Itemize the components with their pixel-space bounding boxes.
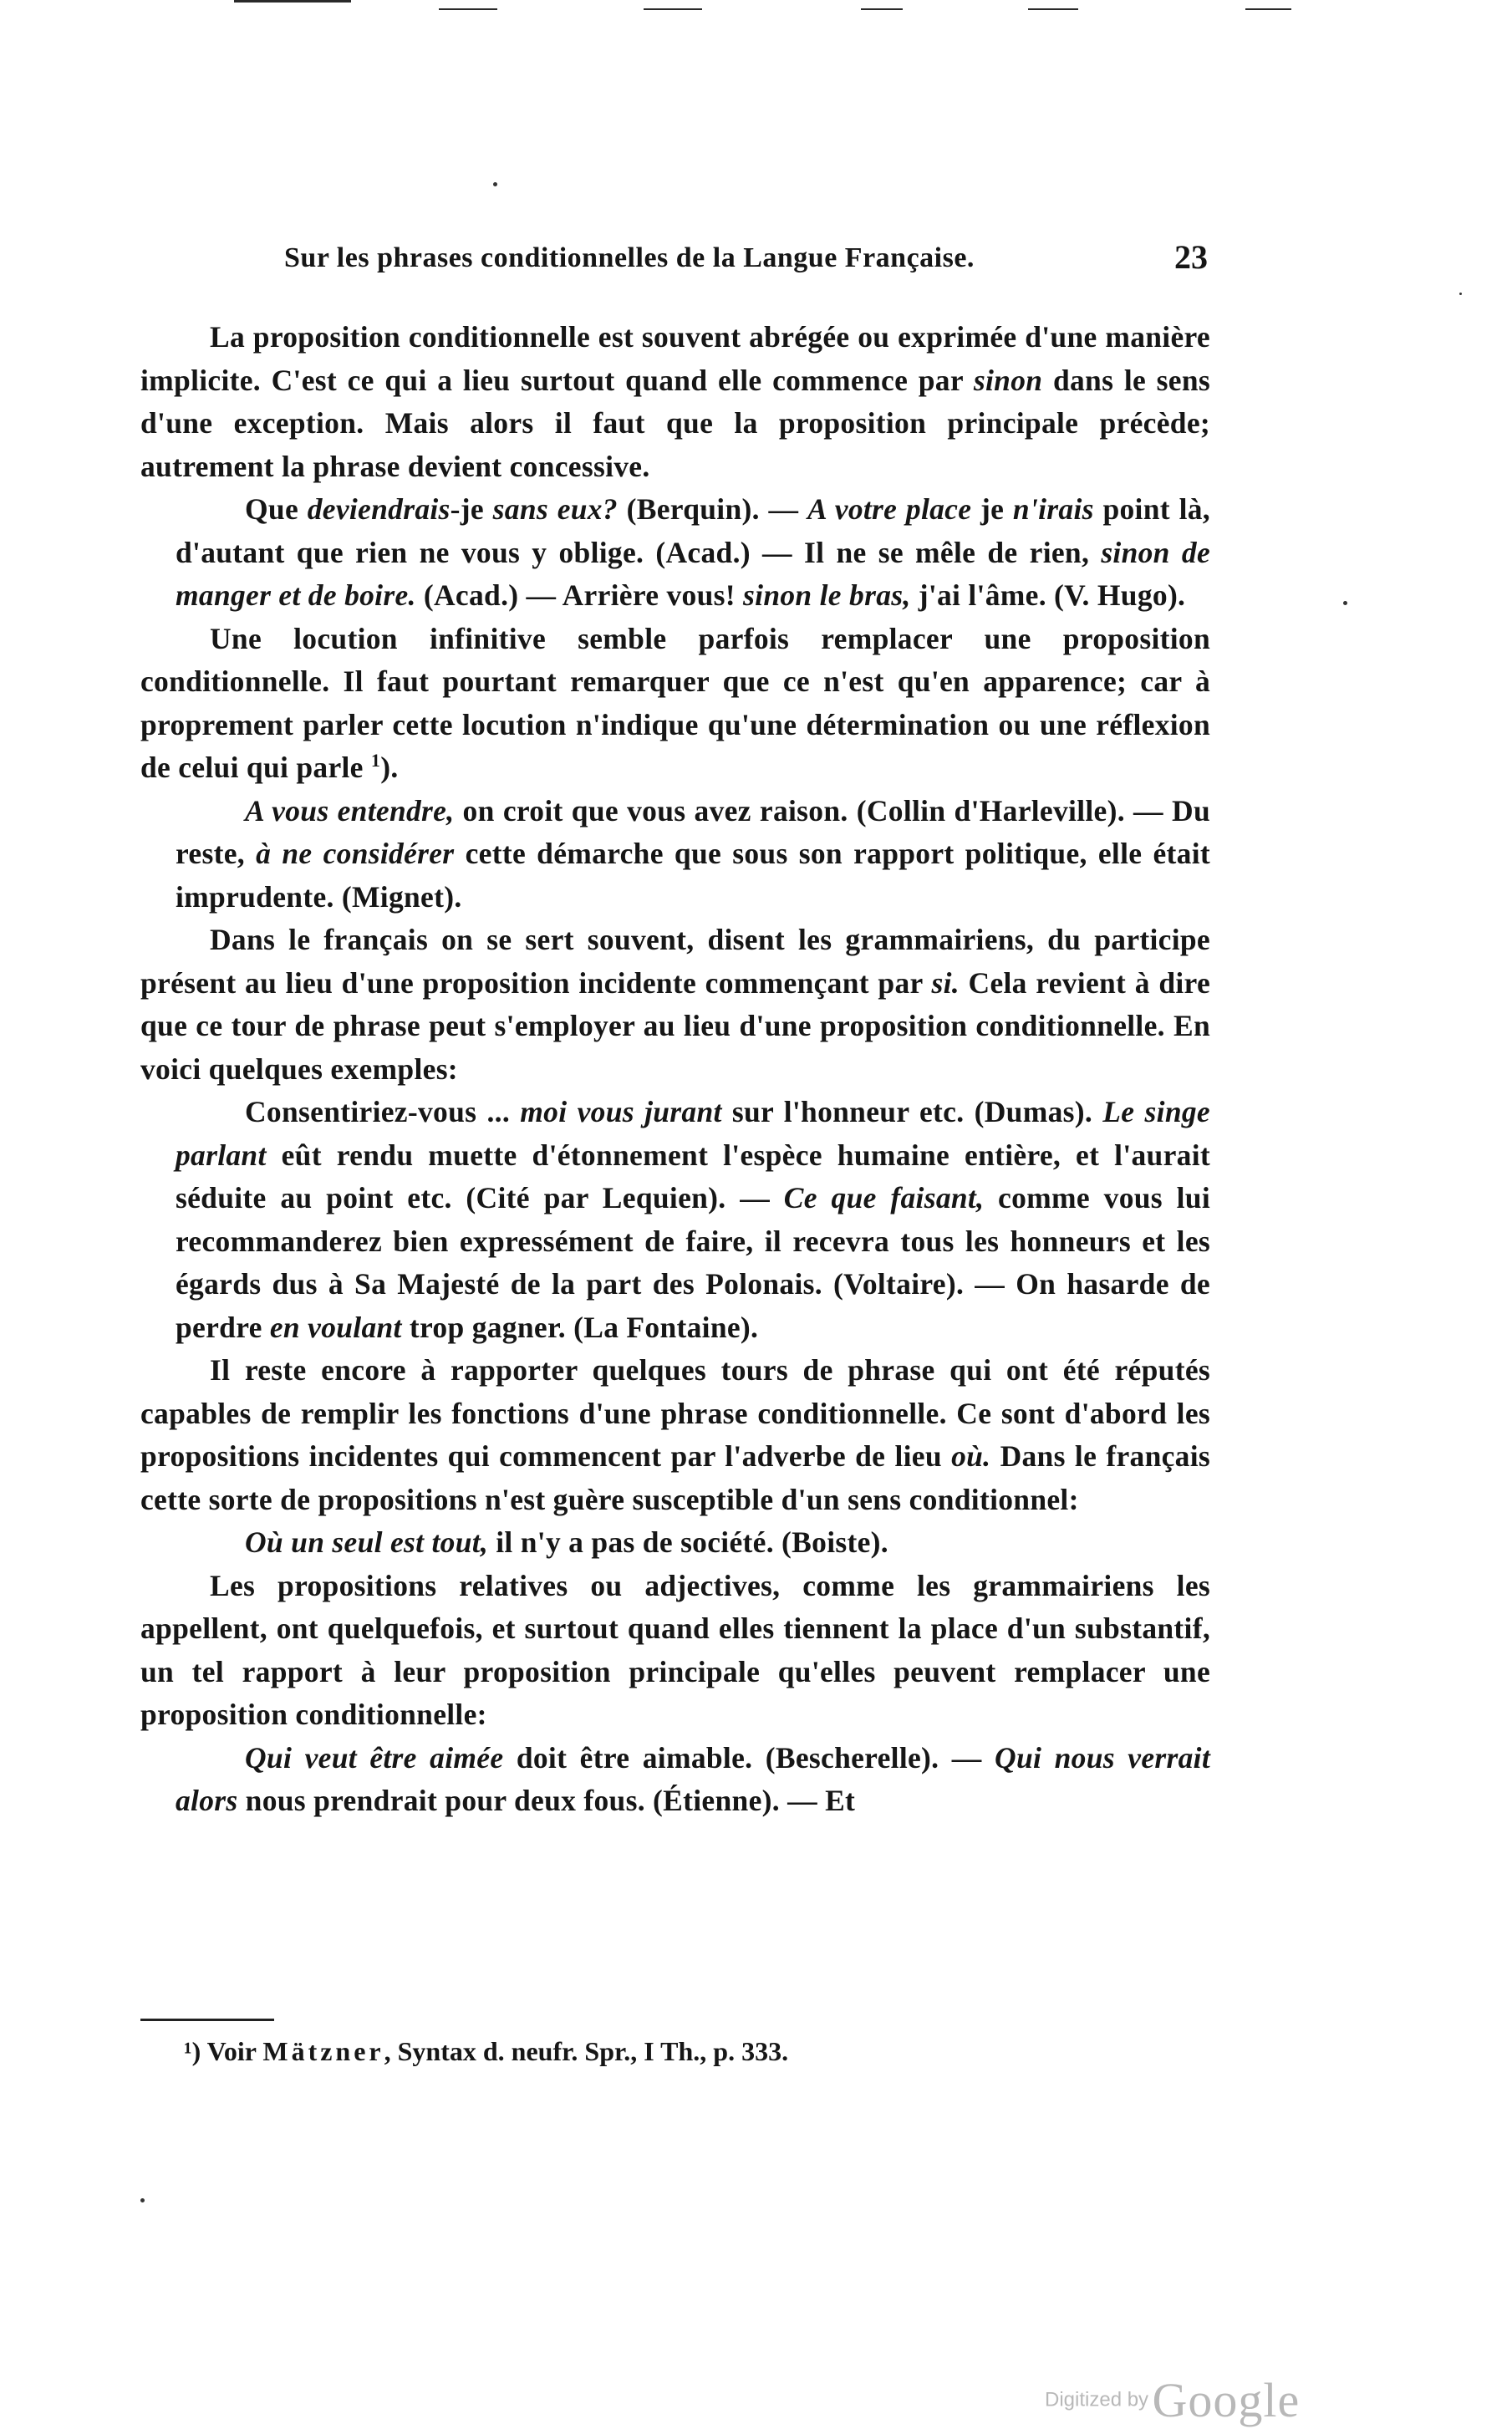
italic-text: sinon le bras, xyxy=(743,578,911,612)
text-span: Dans le français cette sorte de propositions n'est guère susceptible d'un sens conditionnel: xyxy=(140,1439,1210,1516)
text-span: on croit que vous avez raison. (Collin d'Harleville). — Du reste, xyxy=(176,793,1210,870)
running-header xyxy=(284,237,1208,288)
text-span: -je xyxy=(450,492,493,526)
text-span: Dans le français on se sert souvent, disent les grammairiens, du participe présent au lieu d'une proposition incidente commençant par xyxy=(140,923,1210,1000)
scan-edge-rule xyxy=(439,8,497,10)
footnote-author: Mätzner xyxy=(262,2036,384,2066)
footnote-divider xyxy=(140,2019,274,2021)
footnote xyxy=(184,2031,1187,2071)
scan-edge-rule xyxy=(861,8,903,10)
scan-edge-rule xyxy=(234,0,351,3)
footnote-reference: , Syntax d. neufr. Spr., I Th., p. 333. xyxy=(384,2036,789,2066)
body-text xyxy=(140,316,1210,1823)
italic-text: en voulant xyxy=(269,1310,402,1344)
italic-text: A vous entendre, xyxy=(245,793,455,827)
text-span: Une locution infinitive semble parfois remplacer une proposition conditionnelle. Il faut pourtant remarquer que ce n'est qu'en apparence; car à proprement parler cette locution n'indique qu'une détermination ou une réflexion de celui qui parle xyxy=(140,621,1210,784)
paragraph xyxy=(140,1349,1210,1521)
italic-text: Qui veut être aimée xyxy=(245,1740,504,1775)
footnote-ref: 1 xyxy=(370,750,381,771)
scan-edge-rule xyxy=(1028,8,1078,10)
watermark-prefix: Digitized by xyxy=(1045,2388,1149,2411)
scan-edge-rule xyxy=(644,8,702,10)
italic-text: Où un seul est tout, xyxy=(245,1525,489,1559)
text-span: comme vous lui recommanderez bien expressément de faire, il recevra tous les honneurs et les égards dus à Sa Majesté de la part des Polonais. (Voltaire). — On hasarde de perdre xyxy=(176,1181,1210,1344)
text-span: nous prendrait pour deux fous. (Étienne). — Et xyxy=(237,1784,856,1817)
text-span: doit être aimable. (Bescherelle). — xyxy=(503,1740,995,1775)
example-block xyxy=(140,488,1210,618)
text-span: Cela revient à dire que ce tour de phrase peut s'employer au lieu d'une proposition conditionnelle. En voici quelques exemples: xyxy=(140,965,1211,1086)
example-block xyxy=(140,790,1210,919)
text-span: il n'y a pas de société. (Boiste). xyxy=(488,1525,888,1559)
text-span: trop gagner. (La Fontaine). xyxy=(401,1310,759,1344)
paragraph xyxy=(140,316,1210,488)
text-span: j'ai l'âme. (V. Hugo). xyxy=(910,578,1186,612)
text-span: (Berquin). — xyxy=(617,492,808,526)
italic-text: n'irais xyxy=(1012,492,1094,526)
scan-edge-rule xyxy=(1245,8,1291,10)
italic-text: moi vous jurant xyxy=(520,1095,722,1128)
text-span: je xyxy=(971,492,1013,526)
italic-text: à ne considérer xyxy=(256,837,455,870)
paragraph xyxy=(140,919,1210,1091)
text-span: Que xyxy=(245,492,308,526)
footnote-marker: ¹) xyxy=(184,2036,201,2066)
italic-text: sinon de manger et de boire. xyxy=(176,535,1211,612)
text-span: La proposition conditionnelle est souvent abrégée ou exprimée d'une manière implicite. C'est ce qui a lieu surtout quand elle commence par xyxy=(140,320,1210,397)
text-span: Il reste encore à rapporter quelques tours de phrase qui ont été réputés capables de remplir les fonctions d'une phrase conditionnelle. Ce sont d'abord les propositions incidentes qui commencent par l'adverbe de lieu xyxy=(140,1353,1210,1473)
scan-speck xyxy=(1343,601,1347,605)
paragraph xyxy=(140,618,1210,790)
italic-text: sans eux? xyxy=(492,492,618,526)
digitized-watermark xyxy=(1045,2372,1300,2428)
italic-text: Qui nous verrait alors xyxy=(176,1740,1211,1817)
text-span: (Acad.) — Arrière vous! xyxy=(415,578,744,612)
italic-text: où. xyxy=(951,1439,991,1473)
example-block xyxy=(140,1091,1210,1349)
example-block xyxy=(140,1737,1210,1823)
text-span: sur l'honneur etc. (Dumas). xyxy=(721,1095,1103,1128)
scan-speck xyxy=(1459,293,1462,295)
paragraph xyxy=(140,1565,1210,1737)
italic-text: si. xyxy=(931,965,960,1000)
scan-speck xyxy=(140,2198,145,2202)
italic-text: A votre place xyxy=(807,492,972,526)
google-logo: Google xyxy=(1152,2373,1301,2427)
italic-text: sinon xyxy=(973,363,1043,397)
page-number: 23 xyxy=(1174,238,1208,276)
text-span: cette démarche que sous son rapport politique, elle était imprudente. (Mignet). xyxy=(176,837,1210,914)
italic-text: Ce que faisant, xyxy=(783,1181,985,1214)
italic-text: Le singe parlant xyxy=(176,1095,1210,1172)
footnote-prefix: Voir xyxy=(206,2036,263,2066)
text-span: dans le sens d'une exception. Mais alors il faut que la proposition principale précède; autrement la phrase devient concessive. xyxy=(140,363,1211,483)
running-header-title: Sur les phrases conditionnelles de la Langue Française. xyxy=(284,242,975,273)
text-span: Les propositions relatives ou adjectives, comme les grammairiens les appellent, ont quelquefois, et surtout quand elles tiennent la place d'un substantif, un tel rapport à leur proposition principale qu'elles peuvent remplacer une proposition conditionnelle: xyxy=(140,1568,1210,1731)
text-span: Consentiriez-vous ... xyxy=(245,1095,521,1128)
text-span: eût rendu muette d'étonnement l'espèce humaine entière, et l'aurait séduite au point etc. (Cité par Lequien). — xyxy=(176,1138,1210,1214)
example-block xyxy=(140,1521,1210,1565)
text-span: ). xyxy=(380,751,399,784)
scan-speck xyxy=(493,182,497,186)
text-span: point là, d'autant que rien ne vous y oblige. (Acad.) — Il ne se mêle de rien, xyxy=(176,492,1210,569)
italic-text: deviendrais xyxy=(307,492,451,526)
